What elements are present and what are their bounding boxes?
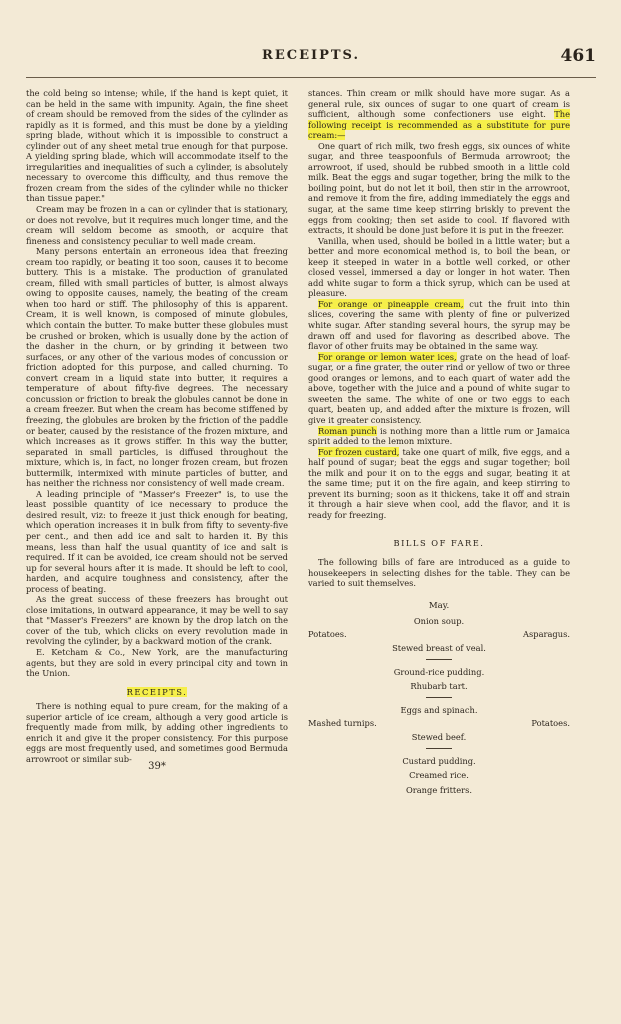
running-title: RECEIPTS. [262, 48, 360, 63]
menu-row [308, 717, 570, 730]
highlighted-text: For orange or lemon water ices, [318, 351, 457, 362]
menu-month: May. [428, 600, 450, 611]
text-span: grate on the head of loaf-sugar, or a fine grater, the outer rind or yellow of two or three good oranges or lemons, and to each quart of water add the above, together with the juice and a pound of white sugar to sweeten the same. The white of one or two eggs to each quart, beaten up, and added after the mixture is frozen, will give it greater consistency. [308, 351, 570, 425]
menu-side-dish: Potatoes. [308, 629, 347, 640]
bills-of-fare-title: BILLS OF FARE. [393, 538, 485, 549]
highlighted-text: For orange or pineapple cream, [318, 298, 464, 309]
menu-item: Orange fritters. [405, 784, 473, 795]
menu-item: Onion soup. [413, 615, 465, 626]
highlighted-text: For frozen custard, [318, 446, 400, 457]
section-heading [26, 687, 288, 698]
menu-row [308, 628, 570, 641]
paragraph: There is nothing equal to pure cream, for the making of a superior article of ice cream, although a very good article is frequently made from milk, by adding other ingredients to enrich it and give it the proper consistency. For this purpose eggs are most frequently used, and sometimes good Bermuda arrowroot or similar sub- [26, 701, 288, 764]
menu-divider [426, 659, 452, 660]
page-header [26, 48, 596, 70]
highlighted-text: The following receipt is recommended as a substitute for pure cream:— [308, 109, 570, 141]
text-span: take one quart of milk, five eggs, and a half pound of sugar; beat the eggs and sugar together; boil the milk and pour it on to the eggs and sugar, beating it at the same time; put it on the fire again, and keep stirring to prevent its burning; soon as it thickens, take it off and strain it through a hair sieve when cool, add the flavor, and it is ready for freezing. [308, 446, 571, 520]
highlighted-heading: RECEIPTS. [126, 686, 188, 697]
menu-item: Custard pudding. [402, 755, 476, 766]
menu-divider [426, 748, 452, 749]
highlighted-text: Roman punch [318, 425, 377, 436]
paragraph: Cream may be frozen in a can or cylinder that is stationary, or does not revolve, but it requires much longer time, and the cream will seldom become as smooth, or acquire that fineness and consistency peculiar to well made cream. [26, 204, 288, 246]
paragraph: E. Ketcham & Co., New York, are the manufacturing agents, but they are sold in every principal city and town in the Union. [26, 646, 288, 679]
header-rule [26, 77, 596, 78]
menu-side-dish: Mashed turnips. [308, 718, 377, 729]
paragraph [308, 447, 570, 521]
signature-mark: 39* [148, 761, 166, 773]
paragraph: One quart of rich milk, two fresh eggs, six ounces of white sugar, and three teaspoonfuls of Bermuda arrowroot; the arrowroot, if used, should be rubbed smooth in a little cold milk. Beat the eggs and sugar together, bring the milk to the boiling point, but do not let it boil, then stir in the arrowroot, and remove it from the fire, adding immediately the eggs and sugar, at the same time keep stirring briskly to prevent the eggs from cooking; then set aside to cool. If flavored with extracts, it should be done just before it is put in the freezer. [308, 140, 570, 236]
paragraph: As the great success of these freezers has brought out close imitations, in outward appearance, it may be well to say that "Masser's Freezers" are known by the drop latch on the cover of the tub, which clicks on every revolution made in revolving the cylinder, by a backward motion of the crank. [26, 594, 288, 647]
page-number: 461 [560, 46, 596, 66]
menu-item: Stewed beef. [411, 732, 467, 743]
paragraph [308, 88, 570, 141]
right-column [308, 88, 570, 797]
paragraph [308, 299, 570, 352]
paragraph [308, 352, 570, 426]
paragraph: Many persons entertain an erroneous idea that freezing cream too rapidly, or beating it too soon, causes it to become buttery. This is a mistake. The production of granulated cream, filled with small particles of butter, is almost always owing to opposite causes, namely, the beating of the cream when too hard or stiff. The philosophy of this is apparent. Cream, it is well known, is composed of minute globules, which contain the butter. To make butter these globules must be crushed or broken, which is usually done by the action of the dasher in the churn, or by grinding it between two surfaces, or any other of the various modes of concussion or friction adopted for this purpose, and called churning. To convert cream in a liquid state into butter, it requires a temperature of about fifty-five degrees. The necessary concussion or friction to break the globules cannot be done in a cream freezer. But when the cream has become stiffened by freezing, the globules are broken by the friction of the paddle or beater, caused by the resistance of the frozen mixture, and which increases as it grows stiffer. In this way the butter, separated in small particles, is diffused throughout the mixture, which is, in fact, no longer frozen cream, but frozen buttermilk, intermixed with minute particles of butter, and has neither the richness nor consistency of well made cream. [26, 246, 288, 489]
paragraph: A leading principle of "Masser's Freezer" is, to use the least possible quantity of ice necessary to produce the desired result, viz: to freeze it just thick enough for beating, which operation increases it in bulk from fifty to seventy-five per cent., and then add ice and salt to harden it. By this means, less than half the usual quantity of ice and salt is required. If it can be avoided, ice cream should not be served up for several hours after it is made. It should be left to cool, harden, and acquire toughness and consistency, after the process of beating. [26, 488, 288, 594]
menu-item: Creamed rice. [409, 770, 469, 781]
paragraph: The following bills of fare are introduced as a guide to housekeepers in selecting dishes for the table. They can be varied to suit themselves. [308, 556, 570, 589]
text-span: cut the fruit into thin slices, covering the same with plenty of fine or pulverized white sugar. After standing several hours, the syrup may be drawn off and used for flavoring as described above. The flavor of other fruits may be obtained in the same way. [308, 298, 571, 352]
menu-side-dish: Asparagus. [523, 629, 570, 640]
left-column [26, 88, 288, 773]
paragraph [308, 426, 570, 447]
menu-item: Stewed breast of veal. [392, 643, 486, 654]
menu-item: Ground-rice pudding. [393, 666, 485, 677]
menu-item: Rhubarb tart. [410, 681, 468, 692]
paragraph: the cold being so intense; while, if the hand is kept quiet, it can be held in the same with impunity. Again, the fine sheet of cream should be removed from the sides of the cylinder as rapidly as it is formed, and this must be done by a yielding spring blade, without which it is impossible to construct a cylinder out of any sheet metal true enough for that purpose. A yielding spring blade, which will accommodate itself to the irregularities and inequalities of such a cylinder, is absolutely necessary to overcome this difficulty, and thus remove the frozen cream from the sides of the cylinder while no thicker than tissue paper." [26, 88, 288, 204]
text-span: is nothing more than a little rum or Jamaica spirit added to the lemon mixture. [308, 425, 571, 447]
paragraph: Vanilla, when used, should be boiled in a little water; but a better and more economical method is, to boil the bean, or keep it steeped in water in a bottle well corked, or other closed vessel, immersed a day or longer in hot water. Then add white sugar to form a thick syrup, which can be used at pleasure. [308, 235, 570, 299]
menu-divider [426, 697, 452, 698]
menu-side-dish: Potatoes. [531, 718, 570, 729]
text-span: stances. Thin cream or milk should have more sugar. As a general rule, six ounces of sugar to one quart of cream is sufficient, although some confectioners use eight. [308, 88, 570, 120]
menu-item: Eggs and spinach. [400, 704, 478, 715]
